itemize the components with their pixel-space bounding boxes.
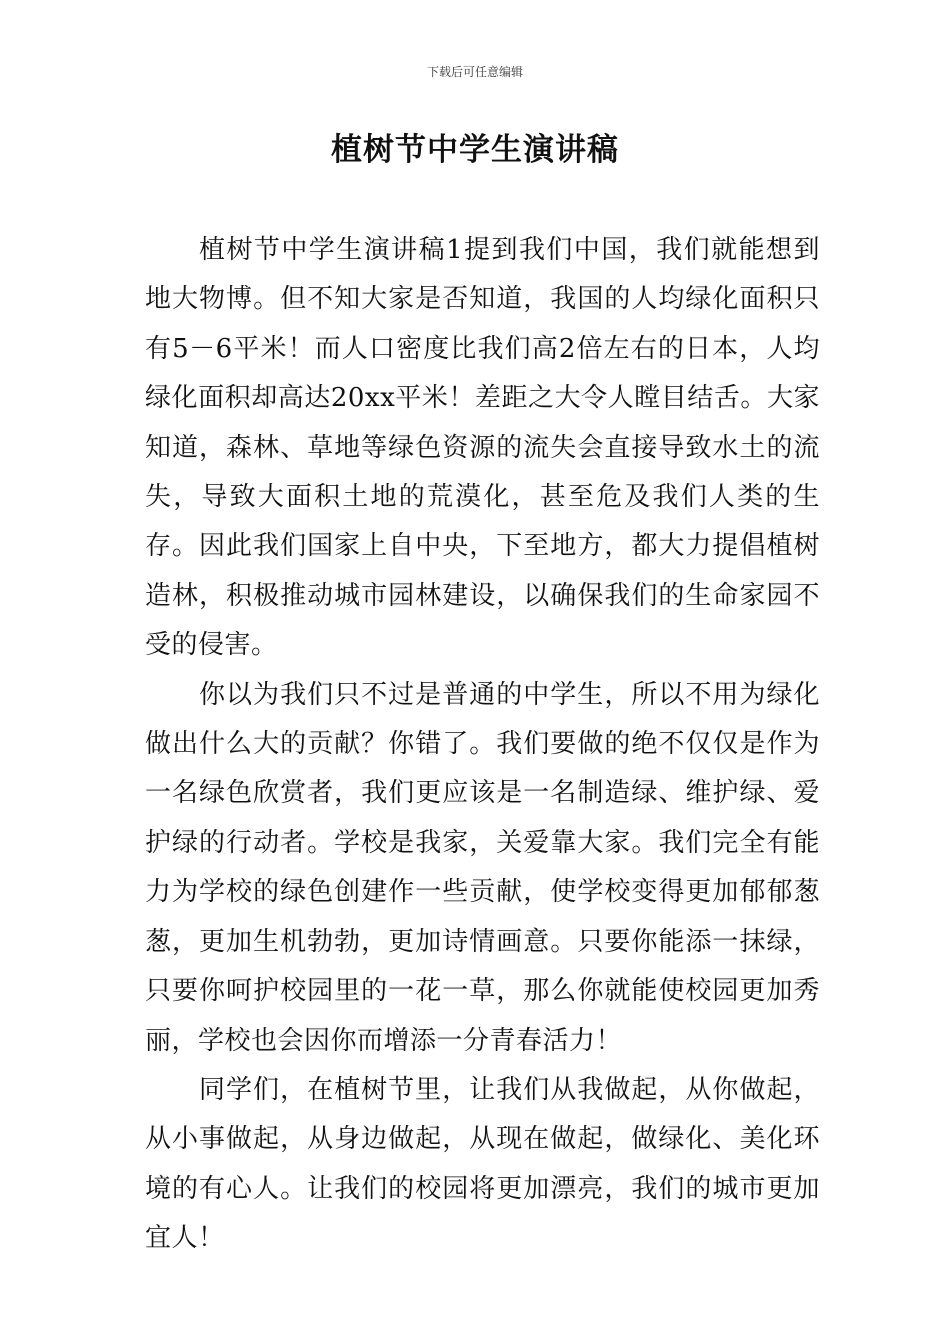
- header-note: 下载后可任意编辑: [426, 65, 523, 79]
- page-title: 植树节中学生演讲稿: [331, 132, 619, 168]
- paragraph-2: 你以为我们只不过是普通的中学生，所以不用为绿化做出什么大的贡献？你错了。我们要做的绝不仅仅是作为一名绿色欣赏者，我们更应该是一名制造绿、维护绿、爱护绿的行动者。学校是我家，关爱靠大家。我们完全有能力为学校的绿色创建作一些贡献，使学校变得更加郁郁葱葱，更加生机勃勃，更加诗情画意。只要你能添一抹绿，只要你呵护校园里的一花一草，那么你就能使校园更加秀丽，学校也会因你而增添一分青春活力！: [145, 679, 820, 1056]
- paragraph-3: 同学们，在植树节里，让我们从我做起，从你做起，从小事做起，从身边做起，从现在做起，做绿化、美化环境的有心人。让我们的校园将更加漂亮，我们的城市更加宜人！: [145, 1074, 820, 1254]
- document-body: [145, 226, 820, 1264]
- paragraph-1: 植树节中学生演讲稿1提到我们中国，我们就能想到地大物博。但不知大家是否知道，我国的人均绿化面积只有5－6平米！而人口密度比我们高2倍左右的日本，人均绿化面积却高达20xx平米！差距之大令人瞠目结舌。大家知道，森林、草地等绿色资源的流失会直接导致水土的流失，导致大面积土地的荒漠化，甚至危及我们人类的生存。因此我们国家上自中央，下至地方，都大力提倡植树造林，积极推动城市园林建设，以确保我们的生命家园不受的侵害。: [145, 235, 820, 661]
